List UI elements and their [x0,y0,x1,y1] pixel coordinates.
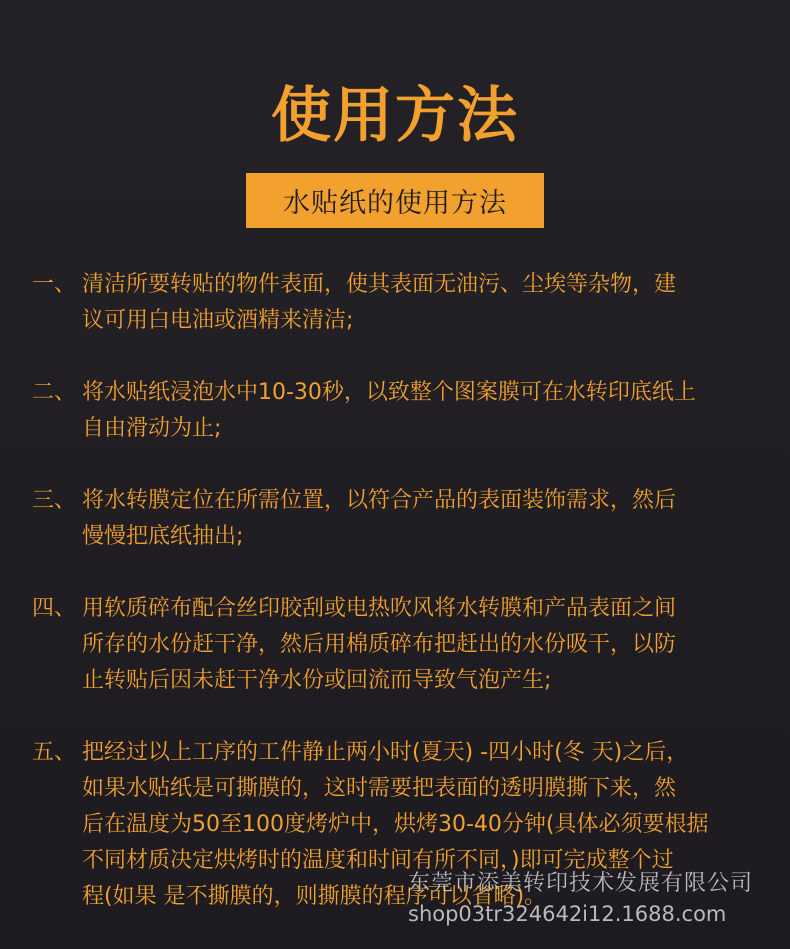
subtitle-text: 水贴纸的使用方法 [283,188,507,219]
step-item [32,591,762,699]
step-number: 三、 [32,488,77,513]
watermark-company: 东莞市添美转印技术发展有限公司 [408,871,754,896]
step-item [32,483,762,555]
page-title: 使用方法 [271,81,519,151]
step-number: 一、 [32,272,77,297]
step-text: 清洁所要转贴的物件表面，使其表面无油污、尘埃等杂物，建 议可用白电油或酒精来清洁; [82,272,677,333]
step-item [32,267,762,339]
step-text: 将水贴纸浸泡水中10-30秒，以致整个图案膜可在水转印底纸上 自由滑动为止; [82,380,696,441]
step-number: 五、 [32,740,77,765]
step-number: 二、 [32,380,77,405]
step-text: 用软质碎布配合丝印胶刮或电热吹风将水转膜和产品表面之间 所存的水份赶干净，然后用棉质碎布把赶出的水份吸干，以防 止转贴后因未赶干净水份或回流而导致气泡产生; [82,596,677,693]
step-number: 四、 [32,596,77,621]
step-item [32,375,762,447]
step-text: 将水转膜定位在所需位置，以符合产品的表面装饰需求，然后 慢慢把底纸抽出; [82,488,677,549]
watermark-url: shop03tr324642i12.1688.com [408,902,727,926]
step-text: 把经过以上工序的工件静止两小时(夏天) -四小时(冬 天)之后， 如果水贴纸是可撕膜的，这时需要把表面的透明膜撕下来，然 后在温度为50至100度烤炉中，烘烤30-40分钟(具体必须要根据 不同材质决定烘烤时的温度和时间有所不同，)即可完成整个过 程(如果 是不撕膜的，则撕膜的程序可以省略)。 [82,740,709,909]
subtitle-banner [246,173,544,228]
steps-list [32,267,762,915]
